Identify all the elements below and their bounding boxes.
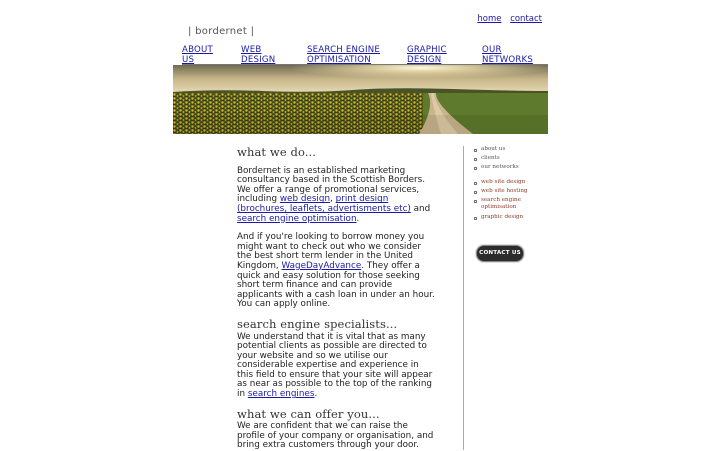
nav-seo[interactable]	[307, 45, 380, 65]
text: Bordernet is an established marketing consultancy based in the Scottish Borders. We offer a range of promotional services, including	[237, 165, 426, 205]
text: And if you're looking to borrow money you might want to check out who we consider the best short term lender in the United Kingdom,	[237, 232, 425, 271]
section-heading-what-we-do: what we do...	[237, 145, 317, 159]
nav-our-networks[interactable]	[482, 45, 533, 65]
seo-link[interactable]: search engine optimisation	[237, 213, 357, 224]
nav-label: GRAPHIC	[407, 45, 447, 55]
sidebar-item-about-us[interactable]: about us	[474, 146, 529, 155]
nav-label: DESIGN	[407, 55, 442, 65]
sidebar-item-web-site-hosting[interactable]: web site hosting	[474, 188, 529, 197]
top-links	[471, 14, 542, 24]
nav-label: DESIGN	[241, 55, 276, 65]
lender-paragraph	[237, 233, 437, 310]
nav-label: ABOUT	[182, 45, 213, 55]
nav-label: SEARCH ENGINE	[307, 45, 381, 55]
text: . They offer a quick and easy solution for those seeking short term finance and can provide applicants with a cash loan in under an hour. You can apply online.	[237, 260, 435, 310]
nav-label: NETWORKS	[482, 55, 534, 65]
contact-link[interactable]: contact	[510, 14, 542, 24]
column-divider	[463, 146, 464, 450]
section-heading-offer: what we can offer you...	[237, 406, 380, 421]
search-engines-link[interactable]: search engines	[247, 389, 315, 400]
text: .	[314, 389, 318, 400]
seo-paragraph	[237, 333, 437, 400]
home-link[interactable]: home	[477, 14, 502, 24]
nav-web-design[interactable]	[241, 45, 275, 65]
banner-image	[173, 65, 548, 134]
main-nav	[182, 45, 548, 65]
wagedayadvance-link[interactable]: WageDayAdvance	[281, 260, 362, 271]
sidebar-item-clients[interactable]: clients	[474, 155, 529, 164]
text: and	[410, 203, 431, 214]
sidebar-group-services	[474, 179, 529, 223]
text: ,	[330, 194, 336, 205]
sidebar-item-graphic-design[interactable]: graphic design	[474, 214, 529, 223]
sidebar-group-company	[474, 146, 529, 173]
nav-label: WEB	[241, 45, 262, 55]
nav-label: US	[182, 55, 195, 65]
sidebar	[474, 146, 529, 223]
print-design-link[interactable]: print design (brochures, leaflets, advertisments etc)	[237, 194, 411, 214]
web-design-link[interactable]: web design	[279, 194, 331, 205]
sidebar-item-web-site-design[interactable]: web site design	[474, 179, 529, 188]
text: We understand that it is vital that as many potential clients as possible are directed to your website and so we utilise our considerable expertise and experience in this field to ensure that your site will appear as near as possible to the top of the ranking in	[237, 331, 433, 400]
section-heading-seo: search engine specialists...	[237, 316, 398, 331]
sidebar-item-seo[interactable]: search engine optimisation	[474, 197, 529, 214]
contact-us-button[interactable]: CONTACT US	[476, 245, 524, 262]
main-content	[237, 145, 437, 451]
text: .	[356, 213, 360, 224]
offer-paragraph: We are confident that we can raise the profile of your company or organisation, and bring extra customers through your door.	[237, 421, 434, 451]
nav-label: OUR	[482, 45, 502, 55]
nav-about-us[interactable]	[182, 45, 213, 65]
site-logo[interactable]: | bordernet |	[188, 26, 255, 37]
sidebar-item-our-networks[interactable]: our networks	[474, 164, 529, 173]
intro-paragraph	[237, 167, 437, 225]
nav-graphic-design[interactable]	[407, 45, 447, 65]
nav-label: OPTIMISATION	[307, 55, 371, 65]
